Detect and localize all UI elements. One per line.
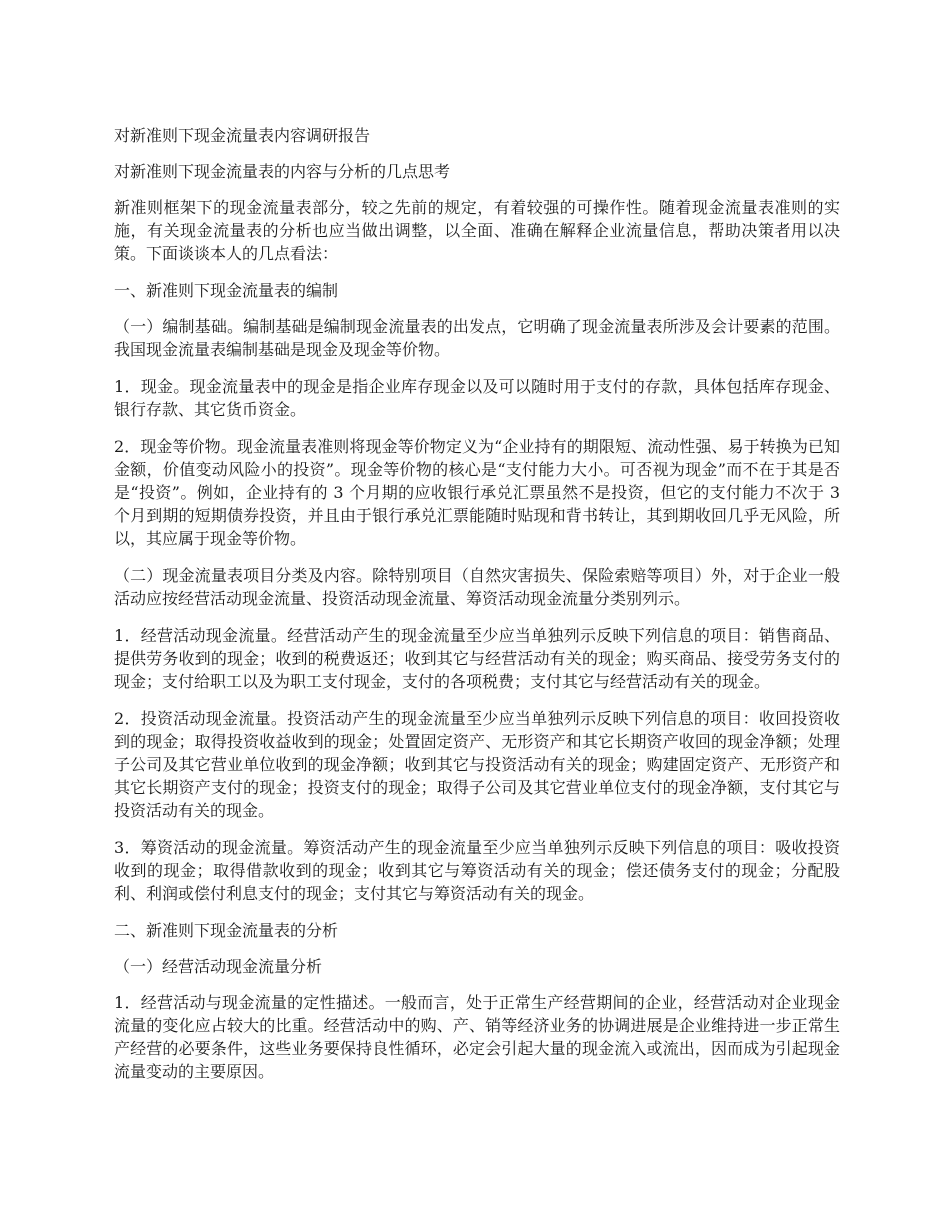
section-heading-analysis: 二、新准则下现金流量表的分析	[114, 921, 339, 940]
paragraph-compilation-basis: （一）编制基础。编制基础是编制现金流量表的出发点，它明确了现金流量表所涉及会计要素的范围。我国现金流量表编制基础是现金及现金等价物。	[114, 317, 840, 359]
paragraph-operating-cash-flow: 1．经营活动现金流量。经营活动产生的现金流量至少应当单独列示反映下列信息的项目：销售商品、提供劳务收到的现金；收到的税费返还；收到其它与经营活动有关的现金；购买商品、接受劳务支付的现金；支付给职工以及为职工支付现金，支付的各项税费；支付其它与经营活动有关的现金。	[114, 626, 840, 691]
section-heading-compilation: 一、新准则下现金流量表的编制	[114, 281, 339, 300]
intro-paragraph: 新准则框架下的现金流量表部分，较之先前的规定，有着较强的可操作性。随着现金流量表准则的实施，有关现金流量表的分析也应当做出调整，以全面、准确在解释企业流量信息，帮助决策者用以决策。下面谈谈本人的几点看法：	[114, 198, 840, 263]
paragraph-cash-equivalents: 2．现金等价物。现金流量表准则将现金等价物定义为“企业持有的期限短、流动性强、易于转换为已知金额，价值变动风险小的投资”。现金等价物的核心是“支付能力大小。可否视为现金”而不在于其是否是“投资”。例如，企业持有的 3 个月期的应收银行承兑汇票虽然不是投资，但它的支付能力不次于 3 个月到期的短期债券投资，并且由于银行承兑汇票能随时贴现和背书转让，其到期收回几乎无风险，所以，其应属于现金等价物。	[114, 437, 840, 548]
paragraph-cash: 1．现金。现金流量表中的现金是指企业库存现金以及可以随时用于支付的存款，具体包括库存现金、银行存款、其它货币资金。	[114, 377, 840, 419]
document-title: 对新准则下现金流量表内容调研报告	[114, 126, 371, 145]
subsection-heading-operating-analysis: （一）经营活动现金流量分析	[114, 957, 323, 976]
document-subtitle: 对新准则下现金流量表的内容与分析的几点思考	[114, 162, 451, 181]
paragraph-financing-cash-flow: 3．筹资活动的现金流量。筹资活动产生的现金流量至少应当单独列示反映下列信息的项目：吸收投资收到的现金；取得借款收到的现金；收到其它与筹资活动有关的现金；偿还债务支付的现金；分配股利、利润或偿付利息支付的现金；支付其它与筹资活动有关的现金。	[114, 838, 840, 903]
paragraph-operating-qualitative: 1．经营活动与现金流量的定性描述。一般而言，处于正常生产经营期间的企业，经营活动对企业现金流量的变化应占较大的比重。经营活动中的购、产、销等经济业务的协调进展是企业维持进一步正常生产经营的必要条件，这些业务要保持良性循环，必定会引起大量的现金流入或流出，因而成为引起现金流量变动的主要原因。	[114, 993, 840, 1081]
paragraph-classification: （二）现金流量表项目分类及内容。除特别项目（自然灾害损失、保险索赔等项目）外，对于企业一般活动应按经营活动现金流量、投资活动现金流量、筹资活动现金流量分类别列示。	[114, 566, 840, 608]
document-page	[114, 124, 840, 1097]
paragraph-investing-cash-flow: 2．投资活动现金流量。投资活动产生的现金流量至少应当单独列示反映下列信息的项目：收回投资收到的现金；取得投资收益收到的现金；处置固定资产、无形资产和其它长期资产收回的现金净额；处理子公司及其它营业单位收到的现金净额；收到其它与投资活动有关的现金；购建固定资产、无形资产和其它长期资产支付的现金；投资支付的现金；取得子公司及其它营业单位支付的现金净额，支付其它与投资活动有关的现金。	[114, 709, 840, 820]
